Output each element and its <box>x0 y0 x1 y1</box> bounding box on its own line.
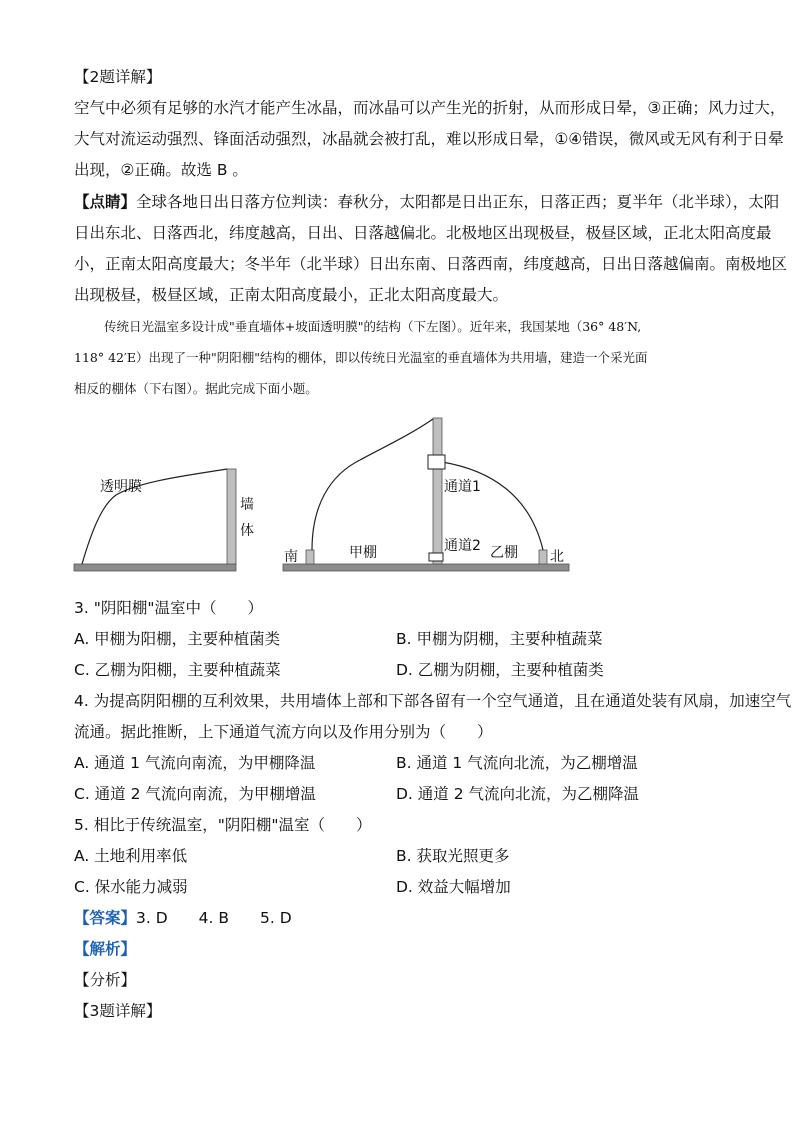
q5-option-a[interactable]: A. 土地利用率低 <box>74 847 188 865</box>
greenhouse-figure <box>60 405 600 585</box>
answer-line <box>74 908 292 928</box>
q5-stem: 5. 相比于传统温室，"阴阳棚"温室（ ） <box>74 816 372 834</box>
label-wall-1: 墙 <box>240 497 254 513</box>
left-wall <box>227 469 236 564</box>
south-post <box>306 550 314 564</box>
q4-option-b[interactable]: B. 通道 1 气流向北流，为乙棚增温 <box>396 754 638 772</box>
label-wall-2: 体 <box>240 523 254 539</box>
q3-option-b[interactable]: B. 甲棚为阴棚，主要种植蔬菜 <box>396 630 603 648</box>
answer-label: 【答案】 <box>74 909 137 927</box>
q2-line-3: 出现，②正确。故选 B 。 <box>74 161 248 179</box>
label-south: 南 <box>284 549 298 565</box>
intro-line-1: 传统日光温室多设计成"垂直墙体+坡面透明膜"的结构（下左图）。近年来，我国某地（36° 48′N, <box>104 319 642 334</box>
tip-line-4: 出现极昼，极昼区域，正南太阳高度最小，正北太阳高度最大。 <box>74 286 509 304</box>
traditional-greenhouse-diagram <box>74 469 254 571</box>
left-ground <box>74 564 236 571</box>
analyze-heading: 【分析】 <box>74 971 137 989</box>
shared-wall <box>433 418 442 564</box>
channel-1-box <box>428 455 445 469</box>
tip-line-3: 小，正南太阳高度最大；冬半年（北半球）日出东南、日落西南，纬度越高，日出日落越偏南。南极地区 <box>74 255 788 273</box>
q3-detail-heading: 【3题详解】 <box>74 1002 162 1020</box>
intro-line-3: 相反的棚体（下右图）。据此完成下面小题。 <box>74 381 318 396</box>
q4-option-d[interactable]: D. 通道 2 气流向北流，为乙棚降温 <box>396 785 640 803</box>
label-channel-2: 通道2 <box>444 538 481 554</box>
label-north: 北 <box>550 549 564 565</box>
label-channel-1: 通道1 <box>444 479 481 495</box>
q4-option-a[interactable]: A. 通道 1 气流向南流，为甲棚降温 <box>74 754 316 772</box>
analysis-heading: 【解析】 <box>74 940 137 958</box>
label-film: 透明膜 <box>100 479 142 495</box>
intro-line-2: 118° 42′E）出现了一种"阴阳棚"结构的棚体，即以传统日光温室的垂直墙体为共用墙，建造一个采光面 <box>74 350 648 365</box>
q3-option-c[interactable]: C. 乙棚为阳棚，主要种植蔬菜 <box>74 661 281 679</box>
q5-option-b[interactable]: B. 获取光照更多 <box>396 847 510 865</box>
channel-2-box <box>429 553 443 561</box>
shed-a-film-curve <box>312 419 433 550</box>
answer-text: 3. D 4. B 5. D <box>136 909 292 927</box>
tip-line-2: 日出东北、日落西北，纬度越高，日出、日落越偏北。北极地区出现极昼，极昼区域，正北太阳高度最 <box>74 224 772 242</box>
shed-b-film-curve <box>442 462 543 550</box>
q5-option-d[interactable]: D. 效益大幅增加 <box>396 878 511 896</box>
q2-line-1: 空气中必须有足够的水汽才能产生冰晶，而冰晶可以产生光的折射，从而形成日晕，③正确；风力过大， <box>74 99 786 117</box>
yinyang-shed-diagram <box>283 418 569 571</box>
q3-option-d[interactable]: D. 乙棚为阴棚，主要种植菌类 <box>396 661 604 679</box>
tip-text-1: 全球各地日出日落方位判读：春秋分，太阳都是日出正东，日落正西；夏半年（北半球），太阳 <box>136 193 780 211</box>
label-shed-b: 乙棚 <box>490 545 518 561</box>
q4-stem-2: 流通。据此推断，上下通道气流方向以及作用分别为（ ） <box>74 723 493 741</box>
q3-stem: 3. "阴阳棚"温室中（ ） <box>74 599 263 617</box>
label-shed-a: 甲棚 <box>349 545 377 561</box>
tip-label: 【点睛】 <box>74 193 137 211</box>
q2-line-2: 大气对流运动强烈、锋面活动强烈，冰晶就会被打乱，难以形成日晕，①④错误，微风或无风有利于日晕 <box>74 130 784 148</box>
q4-option-c[interactable]: C. 通道 2 气流向南流，为甲棚增温 <box>74 785 316 803</box>
q4-stem-1: 4. 为提高阴阳棚的互利效果，共用墙体上部和下部各留有一个空气通道，且在通道处装有风扇，加速空气 <box>74 692 792 710</box>
right-ground <box>283 564 569 571</box>
north-post <box>539 550 547 564</box>
q5-option-c[interactable]: C. 保水能力减弱 <box>74 878 188 896</box>
q3-option-a[interactable]: A. 甲棚为阳棚，主要种植菌类 <box>74 630 281 648</box>
q2-heading: 【2题详解】 <box>74 68 162 86</box>
tip-line-1 <box>74 192 779 212</box>
